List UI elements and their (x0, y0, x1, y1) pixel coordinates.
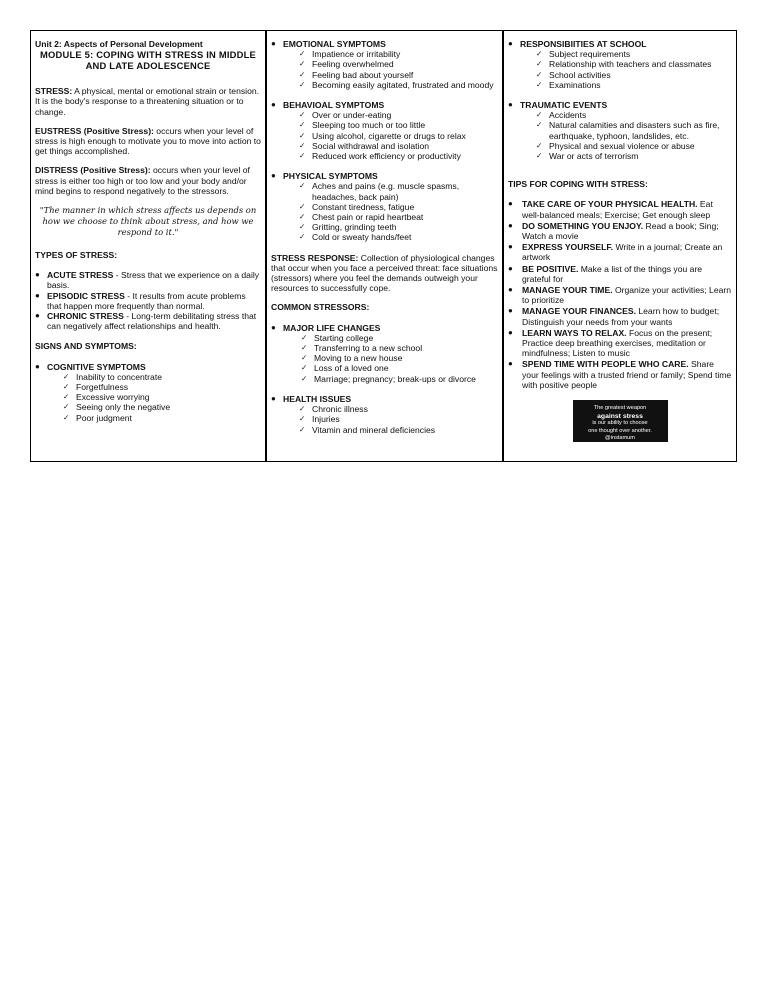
list-item: ✓ Physical and sexual violence or abuse (536, 141, 732, 151)
column-2 (267, 31, 504, 461)
tip-term: SPEND TIME WITH PEOPLE WHO CARE. (522, 359, 689, 370)
bullet-icon: ● (271, 100, 276, 110)
list-item: ✓ Social withdrawal and isolation (299, 141, 498, 151)
tip-def: Eat well-balanced meals; Exercise; Get enough sleep (522, 199, 713, 220)
list-item: ✓ Loss of a loved one (301, 363, 498, 373)
list-item: ✓ Accidents (536, 110, 732, 120)
tip-item (508, 264, 732, 284)
bullet-icon: ● (508, 242, 513, 252)
stress-definition (35, 86, 261, 117)
list-item: ✓ Starting college (301, 333, 498, 343)
list-item: ✓ Excessive worrying (63, 392, 261, 402)
list-item: ✓ Constant tiredness, fatigue (299, 202, 498, 212)
bullet-icon: ● (271, 171, 276, 181)
tip-term: BE POSITIVE. (522, 263, 579, 274)
bullet-icon: ● (508, 359, 513, 369)
tip-term: TAKE CARE OF YOUR PHYSICAL HEALTH. (522, 199, 698, 210)
module-title (35, 49, 261, 71)
list-item: ✓ Reduced work efficiency or productivity (299, 151, 498, 161)
list-item: ✓ School activities (536, 70, 732, 80)
school-list (508, 49, 732, 90)
bullet-icon: ● (35, 270, 40, 280)
list-item: ✓ Over or under-eating (299, 110, 498, 120)
tip-item (508, 359, 732, 390)
bullet-icon: ● (508, 199, 513, 209)
physical-heading: PHYSICAL SYMPTOMS (283, 171, 378, 182)
tip-item (508, 285, 732, 305)
type-def: - Long-term debilitating stress that can negatively affect relationships and health. (47, 311, 257, 332)
tip-term: MANAGE YOUR TIME. (522, 285, 613, 296)
trauma-heading: TRAUMATIC EVENTS (520, 100, 608, 111)
tip-def: Share your feelings with a trusted friend or family; Spend time with positive people (522, 359, 732, 390)
list-item: ✓ Inability to concentrate (63, 372, 261, 382)
list-item: ✓ Cold or sweaty hands/feet (299, 232, 498, 242)
health-heading: HEALTH ISSUES (283, 393, 352, 404)
tip-term: LEARN WAYS TO RELAX. (522, 327, 627, 338)
list-item: ✓ Moving to a new house (301, 353, 498, 363)
tips-heading: TIPS FOR COPING WITH STRESS: (508, 179, 648, 190)
list-item: ✓ Vitamin and mineral deficiencies (299, 425, 498, 435)
list-item: ✓ Using alcohol, cigarette or drugs to relax (299, 131, 498, 141)
behavioral-section (271, 100, 498, 110)
eustress-term: EUSTRESS (Positive Stress): (35, 125, 154, 136)
type-term: EPISODIC STRESS (47, 290, 125, 301)
bullet-icon: ● (508, 285, 513, 295)
module-title-line-2: AND LATE ADOLESCENCE (85, 60, 211, 72)
tip-item (508, 242, 732, 262)
list-item: ✓ Feeling bad about yourself (299, 70, 498, 80)
bullet-icon: ● (508, 327, 513, 337)
tip-item (508, 306, 732, 326)
life-changes-section (271, 323, 498, 333)
list-item: ✓ Transferring to a new school (301, 343, 498, 353)
distress-definition (35, 165, 261, 196)
list-item: ✓ Examinations (536, 80, 732, 90)
quote-image-line-1: The greatest weapon (593, 405, 647, 412)
emotional-list (271, 49, 498, 90)
quote-image (573, 400, 668, 442)
bullet-icon: ● (35, 311, 40, 321)
bullet-icon: ● (508, 306, 513, 316)
list-item: ✓ Subject requirements (536, 49, 732, 59)
physical-list (271, 181, 498, 242)
school-heading: RESPONSIBIITIES AT SCHOOL (520, 39, 647, 49)
emotional-heading: EMOTIONAL SYMPTOMS (283, 39, 386, 49)
stress-def: A physical, mental or emotional strain or tension. It is the body's response to a threatening situation or to change. (35, 86, 260, 117)
bullet-icon: ● (508, 39, 513, 48)
health-section (271, 394, 498, 404)
module-title-line-1: MODULE 5: COPING WITH STRESS IN MIDDLE (40, 49, 256, 61)
list-item: ✓ Becoming easily agitated, frustrated and moody (299, 80, 498, 90)
eustress-def: occurs when your level of stress is high enough to motivate you to move into action to get things accomplished. (35, 125, 261, 157)
distress-def: occurs when your level of stress is either too high or too low and your body and/or mind begins to respond negatively to the stressors. (35, 165, 250, 196)
types-heading: TYPES OF STRESS: (35, 250, 118, 261)
emotional-section (271, 39, 498, 49)
behavioral-heading: BEHAVIOAL SYMPTOMS (283, 100, 385, 111)
column-3 (504, 31, 736, 461)
list-item: ✓ Forgetfulness (63, 382, 261, 392)
bullet-icon: ● (508, 100, 513, 110)
list-item: ✓ Aches and pains (e.g. muscle spasms, headaches, back pain) (299, 181, 498, 201)
tips-list (508, 199, 732, 390)
tip-def: Organize your activities; Learn to prioritize (522, 285, 732, 306)
cognitive-list (35, 372, 261, 423)
stress-response-term: STRESS RESPONSE: (271, 252, 359, 263)
list-item: ✓ Gritting, grinding teeth (299, 222, 498, 232)
tip-def: Read a book; Sing; Watch a movie (522, 220, 719, 242)
stress-response-def: Collection of physiological changes that occur when you face a perceived threat: face situations (stressors) where you feel the demands outweigh your resources to successfully cope. (271, 252, 498, 294)
tip-def: Focus on the present; Practice deep breathing exercises, meditation or mindfulness; Listen to music (522, 327, 713, 359)
list-item: ✓ Injuries (299, 414, 498, 424)
behavioral-list (271, 110, 498, 161)
unit-label: Unit 2: Aspects of Personal Development (35, 39, 203, 49)
type-term: ACUTE STRESS (47, 270, 114, 281)
tip-item (508, 221, 732, 241)
trauma-section (508, 100, 732, 110)
type-def: - It results from acute problems that happen more frequently than normal. (47, 290, 246, 311)
tip-term: DO SOMETHING YOU ENJOY. (522, 220, 644, 231)
tip-def: Learn how to budget; Distinguish your needs from your wants (522, 306, 720, 327)
types-list (35, 270, 261, 331)
type-def: - Stress that we experience on a daily basis. (47, 270, 260, 291)
stressors-heading: COMMON STRESSORS: (271, 302, 370, 313)
list-item: ✓ Sleeping too much or too little (299, 120, 498, 130)
distress-term: DISTRESS (Positive Stress): (35, 165, 151, 176)
quote-image-line-3: is our ability to choose (592, 420, 648, 427)
list-item: ✓ Seeing only the negative (63, 402, 261, 412)
list-item: ✓ Marriage; pregnancy; break-ups or divorce (301, 374, 498, 384)
list-item: ✓ Feeling overwhelmed (299, 59, 498, 69)
tip-item (508, 199, 732, 219)
tip-def: Make a list of the things you are grateful for (522, 263, 703, 284)
bullet-icon: ● (271, 393, 276, 403)
health-list (271, 404, 498, 435)
life-changes-heading: MAJOR LIFE CHANGES (283, 322, 381, 333)
bullet-icon: ● (271, 39, 276, 48)
handout-sheet (30, 30, 737, 462)
list-item: ✓ Chronic illness (299, 404, 498, 414)
eustress-definition (35, 126, 261, 157)
list-item: ✓ Relationship with teachers and classmates (536, 59, 732, 69)
cognitive-section (35, 362, 261, 372)
type-item (35, 311, 261, 331)
list-item: ✓ Impatience or irritability (299, 49, 498, 59)
quote-image-line-2: against stress (597, 412, 643, 420)
trauma-list (508, 110, 732, 161)
quote-image-line-4: one thought over another. (588, 427, 652, 434)
tip-term: EXPRESS YOURSELF. (522, 242, 614, 253)
tip-def: Write in a journal; Create an artwork (522, 242, 723, 263)
cognitive-heading: COGNITIVE SYMPTOMS (47, 361, 146, 372)
list-item: ✓ Chest pain or rapid heartbeat (299, 212, 498, 222)
bullet-icon: ● (35, 361, 40, 371)
type-item (35, 270, 261, 290)
bullet-icon: ● (35, 290, 40, 300)
life-changes-list (271, 333, 498, 384)
school-section (508, 39, 732, 49)
stress-response (271, 253, 498, 294)
column-1 (31, 31, 267, 461)
tip-item (508, 328, 732, 359)
list-item: ✓ Poor judgment (63, 413, 261, 423)
stress-quote: "The manner in which stress affects us depends on how we choose to think about stress, and how we respond to it." (39, 205, 257, 238)
list-item: ✓ War or acts of terrorism (536, 151, 732, 161)
quote-image-line-5: @instamum (605, 435, 635, 442)
list-item: ✓ Natural calamities and disasters such as fire, earthquake, typhoon, landslides, etc. (536, 120, 732, 140)
bullet-icon: ● (508, 220, 513, 230)
type-item (35, 291, 261, 311)
tip-term: MANAGE YOUR FINANCES. (522, 306, 636, 317)
stress-term: STRESS: (35, 86, 73, 97)
type-term: CHRONIC STRESS (47, 311, 124, 322)
bullet-icon: ● (508, 263, 513, 273)
physical-section (271, 171, 498, 181)
bullet-icon: ● (271, 322, 276, 332)
signs-heading: SIGNS AND SYMPTOMS: (35, 341, 137, 352)
